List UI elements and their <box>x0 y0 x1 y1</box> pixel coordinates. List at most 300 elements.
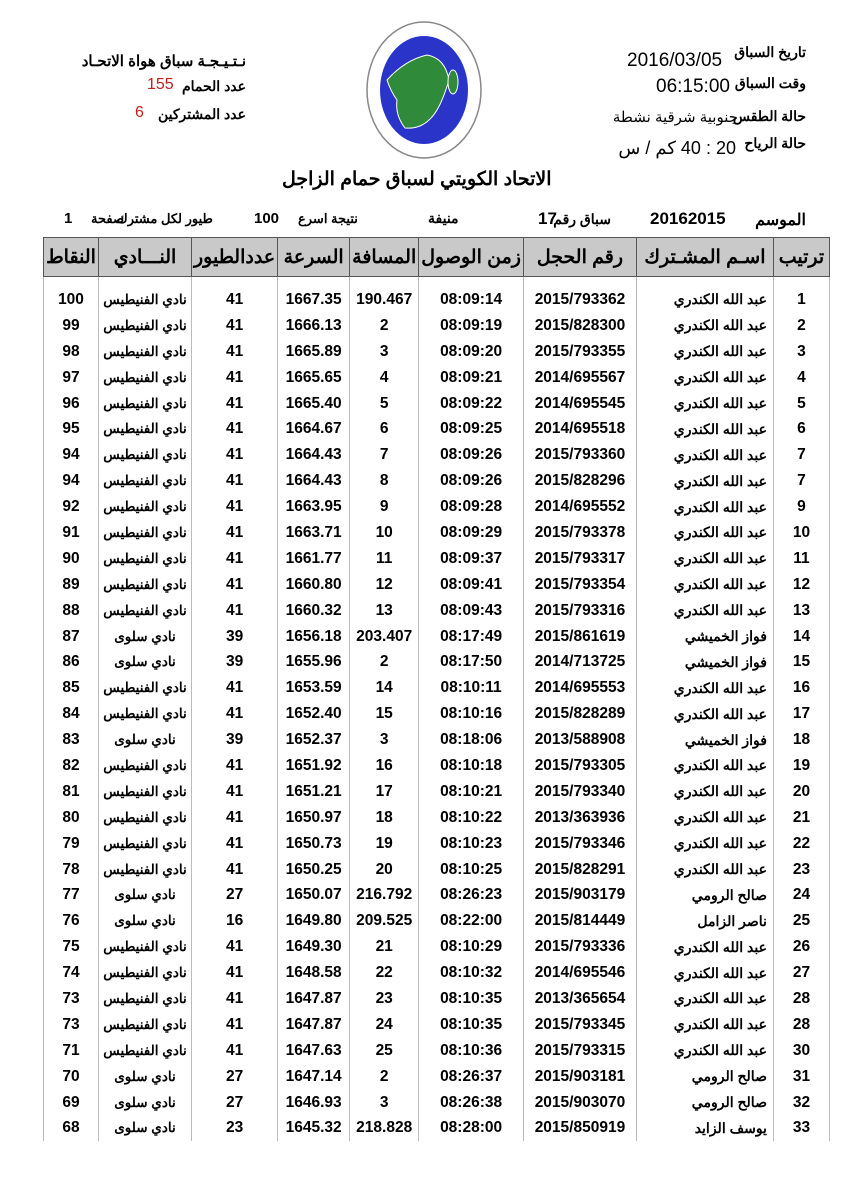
cell-name: صالح الرومي <box>636 1064 773 1090</box>
weather-value: جنوبية شرقية نشطة <box>612 109 738 126</box>
cell-arrival: 08:09:14 <box>419 277 524 313</box>
cell-arrival: 08:26:38 <box>419 1090 524 1116</box>
cell-distance: 203.407 <box>350 624 419 650</box>
cell-club: نادي الفنيطيس <box>99 598 192 624</box>
cell-speed: 1651.92 <box>278 753 350 779</box>
cell-points: 95 <box>44 416 99 442</box>
cell-rank: 7 <box>773 468 829 494</box>
cell-distance: 24 <box>350 1012 419 1038</box>
participants-count: 6 <box>135 104 144 121</box>
cell-club: نادي الفنيطيس <box>99 546 192 572</box>
cell-name: عبد الله الكندري <box>636 365 773 391</box>
cell-birds: 27 <box>192 882 278 908</box>
table-row <box>44 520 830 546</box>
cell-points: 77 <box>44 882 99 908</box>
table-row <box>44 779 830 805</box>
cell-name: عبد الله الكندري <box>636 753 773 779</box>
race-time-label: وقت السباق <box>734 75 806 91</box>
wind-label: حالة الرياح <box>744 135 806 151</box>
cell-distance: 3 <box>350 1090 419 1116</box>
cell-distance: 15 <box>350 701 419 727</box>
cell-points: 80 <box>44 805 99 831</box>
cell-club: نادي الفنيطيس <box>99 779 192 805</box>
cell-name: عبد الله الكندري <box>636 277 773 313</box>
race-no: 17 <box>538 209 557 228</box>
cell-club: نادي الفنيطيس <box>99 339 192 365</box>
cell-birds: 41 <box>192 831 278 857</box>
race-date: 2016/03/05 <box>627 50 723 71</box>
cell-points: 86 <box>44 649 99 675</box>
cell-arrival: 08:28:00 <box>419 1116 524 1142</box>
cell-ring: 2013/365654 <box>523 986 636 1012</box>
cell-distance: 25 <box>350 1038 419 1064</box>
cell-speed: 1645.32 <box>278 1116 350 1142</box>
cell-birds: 41 <box>192 391 278 417</box>
cell-arrival: 08:09:26 <box>419 442 524 468</box>
col-birds: عددالطيور <box>192 238 278 277</box>
cell-points: 82 <box>44 753 99 779</box>
cell-birds: 41 <box>192 313 278 339</box>
cell-rank: 26 <box>773 934 829 960</box>
cell-ring: 2015/793340 <box>523 779 636 805</box>
cell-name: عبد الله الكندري <box>636 701 773 727</box>
cell-points: 73 <box>44 986 99 1012</box>
table-row <box>44 753 830 779</box>
cell-distance: 20 <box>350 857 419 883</box>
cell-birds: 41 <box>192 960 278 986</box>
cell-club: نادي الفنيطيس <box>99 934 192 960</box>
cell-club: نادي الفنيطيس <box>99 675 192 701</box>
cell-ring: 2015/793354 <box>523 572 636 598</box>
cell-ring: 2014/695518 <box>523 416 636 442</box>
cell-ring: 2015/793378 <box>523 520 636 546</box>
cell-birds: 41 <box>192 753 278 779</box>
table-row <box>44 831 830 857</box>
cell-arrival: 08:10:11 <box>419 675 524 701</box>
cell-speed: 1661.77 <box>278 546 350 572</box>
cell-arrival: 08:22:00 <box>419 908 524 934</box>
cell-points: 71 <box>44 1038 99 1064</box>
table-header-row <box>44 238 830 277</box>
cell-rank: 31 <box>773 1064 829 1090</box>
col-club: النـــادي <box>99 238 192 277</box>
cell-arrival: 08:10:21 <box>419 779 524 805</box>
cell-birds: 41 <box>192 277 278 313</box>
cell-name: عبد الله الكندري <box>636 391 773 417</box>
cell-club: نادي الفنيطيس <box>99 442 192 468</box>
cell-points: 74 <box>44 960 99 986</box>
cell-birds: 41 <box>192 520 278 546</box>
cell-name: عبد الله الكندري <box>636 598 773 624</box>
cell-distance: 6 <box>350 416 419 442</box>
table-row <box>44 1038 830 1064</box>
cell-points: 84 <box>44 701 99 727</box>
cell-ring: 2015/793317 <box>523 546 636 572</box>
cell-arrival: 08:09:25 <box>419 416 524 442</box>
cell-rank: 25 <box>773 908 829 934</box>
table-row <box>44 1116 830 1142</box>
cell-speed: 1663.95 <box>278 494 350 520</box>
cell-club: نادي الفنيطيس <box>99 313 192 339</box>
cell-points: 94 <box>44 442 99 468</box>
cell-distance: 9 <box>350 494 419 520</box>
cell-speed: 1652.40 <box>278 701 350 727</box>
cell-rank: 14 <box>773 624 829 650</box>
cell-ring: 2015/793360 <box>523 442 636 468</box>
cell-name: عبد الله الكندري <box>636 960 773 986</box>
cell-club: نادي سلوى <box>99 1116 192 1142</box>
cell-arrival: 08:18:06 <box>419 727 524 753</box>
cell-speed: 1652.37 <box>278 727 350 753</box>
cell-distance: 16 <box>350 753 419 779</box>
cell-birds: 41 <box>192 365 278 391</box>
cell-birds: 16 <box>192 908 278 934</box>
cell-points: 83 <box>44 727 99 753</box>
cell-club: نادي الفنيطيس <box>99 572 192 598</box>
col-points: النقاط <box>44 238 99 277</box>
cell-rank: 12 <box>773 572 829 598</box>
table-row <box>44 365 830 391</box>
page-label: صفحة <box>91 211 124 226</box>
col-name: اسـم المشـترك <box>636 238 773 277</box>
results-table <box>43 237 830 1141</box>
cell-birds: 41 <box>192 1038 278 1064</box>
cell-points: 100 <box>44 277 99 313</box>
cell-speed: 1665.89 <box>278 339 350 365</box>
table-row <box>44 572 830 598</box>
cell-birds: 41 <box>192 442 278 468</box>
table-row <box>44 598 830 624</box>
cell-birds: 41 <box>192 494 278 520</box>
cell-rank: 15 <box>773 649 829 675</box>
cell-speed: 1664.43 <box>278 468 350 494</box>
cell-birds: 41 <box>192 546 278 572</box>
cell-distance: 3 <box>350 339 419 365</box>
cell-name: عبد الله الكندري <box>636 468 773 494</box>
cell-birds: 39 <box>192 727 278 753</box>
col-ring: رقم الحجل <box>523 238 636 277</box>
cell-arrival: 08:09:29 <box>419 520 524 546</box>
table-row <box>44 882 830 908</box>
cell-speed: 1653.59 <box>278 675 350 701</box>
cell-rank: 21 <box>773 805 829 831</box>
cell-points: 81 <box>44 779 99 805</box>
cell-ring: 2015/903070 <box>523 1090 636 1116</box>
cell-points: 75 <box>44 934 99 960</box>
cell-points: 99 <box>44 313 99 339</box>
participants-label: عدد المشتركين <box>157 106 246 122</box>
cell-points: 68 <box>44 1116 99 1142</box>
cell-points: 92 <box>44 494 99 520</box>
cell-distance: 12 <box>350 572 419 598</box>
cell-ring: 2014/695552 <box>523 494 636 520</box>
cell-ring: 2014/695545 <box>523 391 636 417</box>
table-row <box>44 934 830 960</box>
cell-rank: 7 <box>773 442 829 468</box>
cell-name: عبد الله الكندري <box>636 546 773 572</box>
cell-club: نادي سلوى <box>99 727 192 753</box>
cell-name: ناصر الزامل <box>636 908 773 934</box>
table-row <box>44 391 830 417</box>
cell-birds: 41 <box>192 675 278 701</box>
cell-club: نادي سلوى <box>99 882 192 908</box>
cell-club: نادي سلوى <box>99 1064 192 1090</box>
cell-speed: 1650.73 <box>278 831 350 857</box>
cell-distance: 2 <box>350 1064 419 1090</box>
cell-club: نادي الفنيطيس <box>99 986 192 1012</box>
cell-distance: 18 <box>350 805 419 831</box>
cell-club: نادي الفنيطيس <box>99 960 192 986</box>
cell-distance: 8 <box>350 468 419 494</box>
cell-name: عبد الله الكندري <box>636 339 773 365</box>
cell-distance: 14 <box>350 675 419 701</box>
cell-speed: 1656.18 <box>278 624 350 650</box>
cell-speed: 1666.13 <box>278 313 350 339</box>
cell-arrival: 08:17:50 <box>419 649 524 675</box>
cell-arrival: 08:10:35 <box>419 986 524 1012</box>
page-number: 1 <box>64 210 73 227</box>
cell-name: فواز الخميشي <box>636 649 773 675</box>
table-row <box>44 546 830 572</box>
result-title: نـتـيـجـة سباق هواة الاتحـاد <box>81 53 246 70</box>
cell-points: 73 <box>44 1012 99 1038</box>
cell-ring: 2015/903181 <box>523 1064 636 1090</box>
cell-rank: 22 <box>773 831 829 857</box>
cell-name: عبد الله الكندري <box>636 986 773 1012</box>
cell-arrival: 08:10:23 <box>419 831 524 857</box>
cell-speed: 1667.35 <box>278 277 350 313</box>
cell-arrival: 08:17:49 <box>419 624 524 650</box>
cell-birds: 27 <box>192 1064 278 1090</box>
table-row <box>44 701 830 727</box>
cell-club: نادي الفنيطيس <box>99 416 192 442</box>
pigeons-count: 155 <box>147 76 174 93</box>
fastest-value: 100 <box>254 210 280 227</box>
cell-ring: 2015/828296 <box>523 468 636 494</box>
cell-birds: 41 <box>192 572 278 598</box>
cell-ring: 2015/850919 <box>523 1116 636 1142</box>
cell-club: نادي الفنيطيس <box>99 494 192 520</box>
cell-name: عبد الله الكندري <box>636 442 773 468</box>
cell-name: عبد الله الكندري <box>636 1012 773 1038</box>
cell-rank: 18 <box>773 727 829 753</box>
cell-rank: 4 <box>773 365 829 391</box>
table-row <box>44 675 830 701</box>
cell-speed: 1665.40 <box>278 391 350 417</box>
cell-rank: 17 <box>773 701 829 727</box>
cell-speed: 1664.43 <box>278 442 350 468</box>
table-row <box>44 1012 830 1038</box>
table-row <box>44 468 830 494</box>
cell-points: 79 <box>44 831 99 857</box>
cell-club: نادي الفنيطيس <box>99 391 192 417</box>
cell-rank: 3 <box>773 339 829 365</box>
cell-points: 69 <box>44 1090 99 1116</box>
cell-birds: 41 <box>192 934 278 960</box>
cell-name: عبد الله الكندري <box>636 779 773 805</box>
cell-club: نادي الفنيطيس <box>99 468 192 494</box>
cell-points: 78 <box>44 857 99 883</box>
cell-arrival: 08:09:21 <box>419 365 524 391</box>
cell-speed: 1660.80 <box>278 572 350 598</box>
cell-arrival: 08:09:43 <box>419 598 524 624</box>
cell-distance: 209.525 <box>350 908 419 934</box>
race-no-label: سباق رقم <box>553 211 611 227</box>
cell-ring: 2015/814449 <box>523 908 636 934</box>
cell-arrival: 08:09:41 <box>419 572 524 598</box>
cell-rank: 6 <box>773 416 829 442</box>
cell-speed: 1647.87 <box>278 1012 350 1038</box>
cell-points: 96 <box>44 391 99 417</box>
cell-arrival: 08:26:23 <box>419 882 524 908</box>
cell-birds: 41 <box>192 857 278 883</box>
cell-ring: 2015/861619 <box>523 624 636 650</box>
cell-rank: 13 <box>773 598 829 624</box>
cell-distance: 3 <box>350 727 419 753</box>
cell-arrival: 08:10:36 <box>419 1038 524 1064</box>
table-row <box>44 908 830 934</box>
cell-distance: 5 <box>350 391 419 417</box>
federation-logo <box>365 20 483 160</box>
table-row <box>44 727 830 753</box>
cell-ring: 2015/793362 <box>523 277 636 313</box>
cell-arrival: 08:10:29 <box>419 934 524 960</box>
cell-name: عبد الله الكندري <box>636 416 773 442</box>
cell-ring: 2015/828291 <box>523 857 636 883</box>
cell-club: نادي الفنيطيس <box>99 753 192 779</box>
cell-club: نادي الفنيطيس <box>99 857 192 883</box>
cell-ring: 2015/793346 <box>523 831 636 857</box>
cell-rank: 33 <box>773 1116 829 1142</box>
cell-ring: 2013/588908 <box>523 727 636 753</box>
cell-speed: 1650.07 <box>278 882 350 908</box>
cell-name: عبد الله الكندري <box>636 313 773 339</box>
cell-ring: 2013/363936 <box>523 805 636 831</box>
cell-birds: 39 <box>192 624 278 650</box>
cell-distance: 7 <box>350 442 419 468</box>
cell-club: نادي سلوى <box>99 1090 192 1116</box>
cell-name: فواز الخميشي <box>636 624 773 650</box>
cell-birds: 41 <box>192 805 278 831</box>
cell-distance: 13 <box>350 598 419 624</box>
cell-points: 76 <box>44 908 99 934</box>
cell-ring: 2015/793336 <box>523 934 636 960</box>
table-row <box>44 805 830 831</box>
col-rank: ترتيب <box>773 238 829 277</box>
cell-arrival: 08:10:16 <box>419 701 524 727</box>
cell-club: نادي الفنيطيس <box>99 701 192 727</box>
cell-name: عبد الله الكندري <box>636 805 773 831</box>
table-row <box>44 416 830 442</box>
cell-points: 85 <box>44 675 99 701</box>
cell-speed: 1663.71 <box>278 520 350 546</box>
cell-club: نادي الفنيطيس <box>99 1012 192 1038</box>
cell-arrival: 08:09:19 <box>419 313 524 339</box>
cell-birds: 41 <box>192 416 278 442</box>
cell-name: صالح الرومي <box>636 882 773 908</box>
cell-distance: 218.828 <box>350 1116 419 1142</box>
weather-label: حالة الطقس <box>732 108 806 124</box>
cell-club: نادي الفنيطيس <box>99 805 192 831</box>
cell-name: عبد الله الكندري <box>636 934 773 960</box>
cell-rank: 16 <box>773 675 829 701</box>
cell-rank: 19 <box>773 753 829 779</box>
cell-rank: 30 <box>773 1038 829 1064</box>
cell-club: نادي الفنيطيس <box>99 520 192 546</box>
table-row <box>44 442 830 468</box>
cell-club: نادي سلوى <box>99 908 192 934</box>
per-member-label: طيور لكل مشترك <box>117 211 213 226</box>
cell-distance: 23 <box>350 986 419 1012</box>
cell-birds: 27 <box>192 1090 278 1116</box>
cell-arrival: 08:10:32 <box>419 960 524 986</box>
table-row <box>44 339 830 365</box>
cell-club: نادي سلوى <box>99 624 192 650</box>
cell-name: فواز الخميشي <box>636 727 773 753</box>
cell-ring: 2015/793345 <box>523 1012 636 1038</box>
cell-birds: 23 <box>192 1116 278 1142</box>
cell-rank: 9 <box>773 494 829 520</box>
cell-ring: 2015/828300 <box>523 313 636 339</box>
cell-birds: 41 <box>192 986 278 1012</box>
cell-birds: 41 <box>192 339 278 365</box>
cell-name: عبد الله الكندري <box>636 857 773 883</box>
cell-name: عبد الله الكندري <box>636 494 773 520</box>
season-label: الموسم <box>755 212 806 229</box>
cell-distance: 4 <box>350 365 419 391</box>
cell-birds: 41 <box>192 779 278 805</box>
cell-distance: 10 <box>350 520 419 546</box>
cell-points: 90 <box>44 546 99 572</box>
cell-speed: 1649.80 <box>278 908 350 934</box>
cell-speed: 1650.97 <box>278 805 350 831</box>
cell-points: 97 <box>44 365 99 391</box>
cell-speed: 1664.67 <box>278 416 350 442</box>
cell-arrival: 08:26:37 <box>419 1064 524 1090</box>
cell-name: عبد الله الكندري <box>636 572 773 598</box>
cell-rank: 2 <box>773 313 829 339</box>
cell-ring: 2014/695553 <box>523 675 636 701</box>
cell-ring: 2015/793355 <box>523 339 636 365</box>
cell-speed: 1651.21 <box>278 779 350 805</box>
cell-rank: 5 <box>773 391 829 417</box>
cell-club: نادي الفنيطيس <box>99 277 192 313</box>
cell-rank: 1 <box>773 277 829 313</box>
cell-rank: 10 <box>773 520 829 546</box>
cell-rank: 11 <box>773 546 829 572</box>
table-row <box>44 313 830 339</box>
table-row <box>44 986 830 1012</box>
cell-name: عبد الله الكندري <box>636 520 773 546</box>
cell-ring: 2015/828289 <box>523 701 636 727</box>
table-row <box>44 1064 830 1090</box>
cell-distance: 19 <box>350 831 419 857</box>
cell-ring: 2014/695546 <box>523 960 636 986</box>
cell-name: عبد الله الكندري <box>636 831 773 857</box>
cell-rank: 32 <box>773 1090 829 1116</box>
cell-ring: 2015/793316 <box>523 598 636 624</box>
cell-club: نادي الفنيطيس <box>99 365 192 391</box>
cell-distance: 11 <box>350 546 419 572</box>
cell-points: 91 <box>44 520 99 546</box>
cell-arrival: 08:09:26 <box>419 468 524 494</box>
table-row <box>44 1090 830 1116</box>
table-row <box>44 960 830 986</box>
cell-rank: 20 <box>773 779 829 805</box>
cell-distance: 17 <box>350 779 419 805</box>
cell-name: عبد الله الكندري <box>636 1038 773 1064</box>
cell-points: 94 <box>44 468 99 494</box>
